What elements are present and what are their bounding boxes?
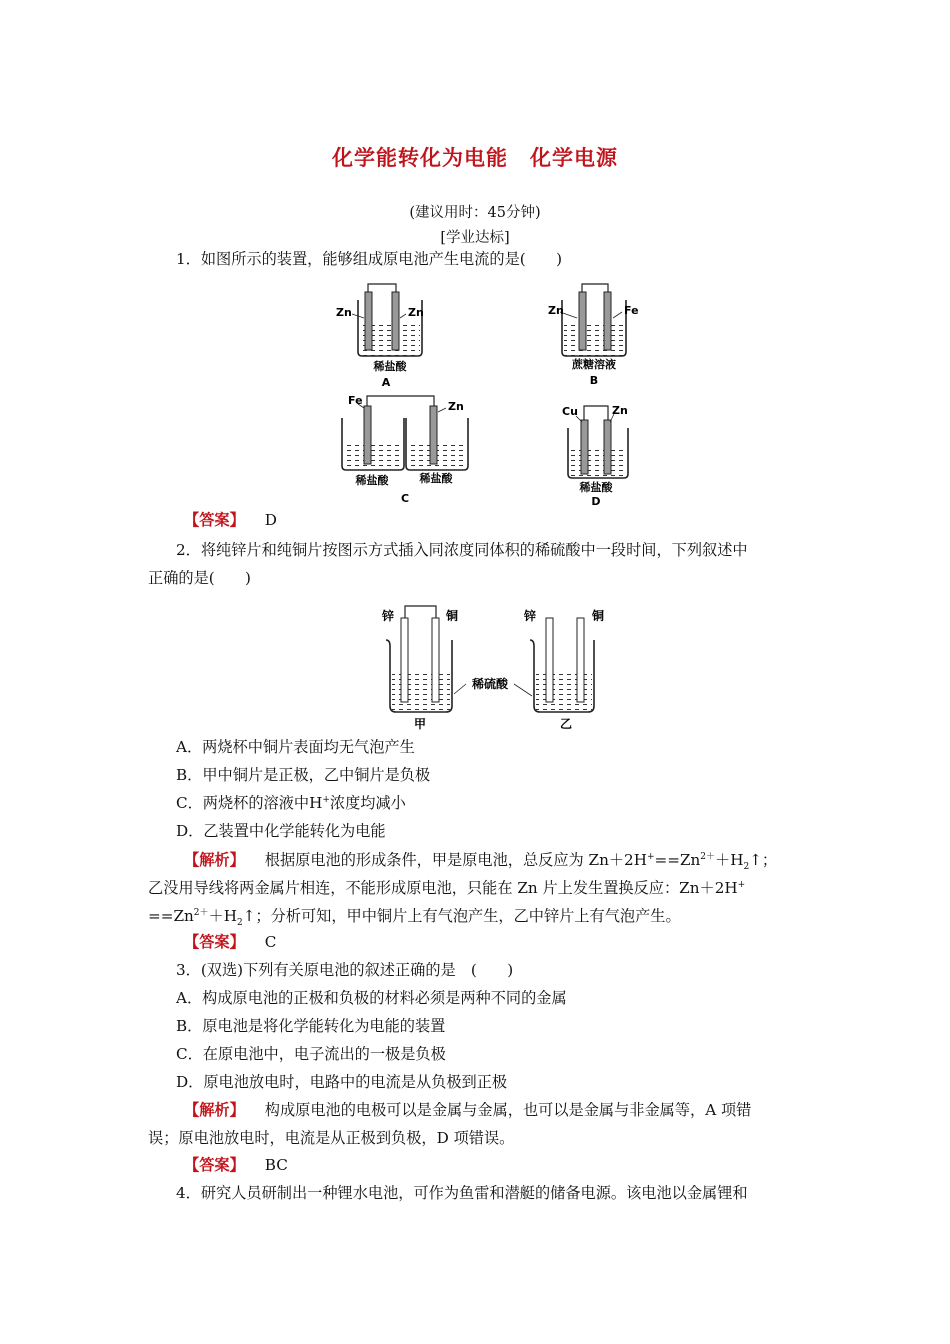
q2-copper-label-jia: 铜 [446,609,459,623]
answer-value: BC [264,1156,288,1174]
analysis-text: 根据原电池的形成条件，甲是原电池，总反应为 Zn＋2H [264,851,647,869]
option-c-sup: + [322,794,330,805]
cell-c-solution-left: 稀盐酸 [355,474,389,487]
analysis-text: ＋H [715,851,744,869]
cell-d [562,404,628,508]
q3-option-a: A．构成原电池的正极和负极的材料必须是两种不同的金属 [176,989,567,1007]
q2-option-c [176,793,406,813]
q3-answer [184,1155,288,1175]
q3-stem: 3．(双选)下列有关原电池的叙述正确的是 ( ) [176,961,514,979]
answer-tag: 【答案】 [184,1156,245,1174]
analysis-sub: 2 [236,918,243,929]
q2-stem-line-2: 正确的是( ) [148,569,251,587]
q2-stem-line-1: 2．将纯锌片和纯铜片按图示方式插入同浓度同体积的稀硫酸中一段时间，下列叙述中 [176,541,748,559]
q2-analysis-line-2 [148,878,745,898]
cell-b-left-label: Zn [548,304,564,317]
analysis-sup: 2＋ [700,851,716,862]
section-heading: [学业达标] [440,230,510,246]
analysis-text: ==Zn [148,907,194,925]
answer-value: D [264,511,277,529]
cell-d-letter: D [591,495,601,508]
analysis-tag: 【解析】 [184,1101,245,1119]
q3-option-c: C．在原电池中，电子流出的一极是负极 [176,1045,446,1063]
q2-answer [184,932,276,952]
cell-a-left-label: Zn [336,306,352,319]
q3-analysis-line-2: 误；原电池放电时，电流是从正极到负极，D 项错误。 [148,1129,515,1147]
analysis-text: ==Zn [654,851,701,869]
q2-acid-label: 稀硫酸 [471,677,509,691]
analysis-tag: 【解析】 [184,851,245,869]
cell-c-left-label: Fe [348,394,363,407]
analysis-sub: 2 [743,862,750,873]
analysis-sup: + [737,879,746,890]
analysis-sup: + [646,851,655,862]
q2-zinc-label-yi: 锌 [524,609,537,623]
q2-option-d: D．乙装置中化学能转化为电能 [176,822,386,840]
cell-c-right-label: Zn [448,400,464,413]
time-hint: (建议用时：45分钟) [409,205,541,221]
q1-answer [184,510,277,530]
q2-option-a: A．两烧杯中铜片表面均无气泡产生 [176,738,415,756]
answer-value: C [264,933,277,951]
cell-b-right-label: Fe [624,304,639,317]
cell-a-solution: 稀盐酸 [373,360,407,373]
analysis-text: ↑；分析可知，甲中铜片上有气泡产生，乙中锌片上有气泡产生。 [242,907,681,925]
analysis-text: ＋H [208,907,237,925]
answer-tag: 【答案】 [184,933,245,951]
cell-a-letter: A [381,376,391,389]
cell-a [336,284,424,389]
q3-option-b: B．原电池是将化学能转化为电能的装置 [176,1017,446,1035]
option-c-text: C．两烧杯的溶液中H [176,794,323,812]
analysis-text: ↑； [749,851,778,869]
cell-d-right-label: Zn [612,404,628,417]
answer-tag: 【答案】 [184,511,245,529]
q2-analysis-line-3 [148,906,681,929]
q2-option-b: B．甲中铜片是正极，乙中铜片是负极 [176,766,431,784]
cell-c-solution-right: 稀盐酸 [419,472,453,485]
q2-yi-label: 乙 [559,717,573,731]
q3-option-d: D．原电池放电时，电路中的电流是从负极到正极 [176,1073,508,1091]
q2-analysis-line-1 [184,850,778,873]
analysis-text: 构成原电池的电极可以是金属与金属，也可以是金属与非金属等，A 项错 [264,1101,752,1119]
q2-figure [374,602,624,732]
cell-c [342,394,468,505]
q3-analysis-line-1 [184,1100,751,1120]
cell-b [548,284,639,387]
cell-c-letter: C [400,492,410,505]
q2-copper-label-yi: 铜 [592,609,605,623]
q4-stem: 4．研究人员研制出一种锂水电池，可作为鱼雷和潜艇的储备电源。该电池以金属锂和 [176,1184,748,1202]
page-title: 化学能转化为电能 化学电源 [332,146,618,170]
cell-a-right-label: Zn [408,306,424,319]
q1-stem: 1．如图所示的装置，能够组成原电池产生电流的是( ) [176,250,563,268]
cell-d-solution: 稀盐酸 [579,481,613,494]
q1-figure [330,278,660,510]
cell-b-solution: 蔗糖溶液 [572,358,616,371]
analysis-text: 乙没用导线将两金属片相连，不能形成原电池，只能在 Zn 片上发生置换反应：Zn＋2H [148,879,738,897]
q2-zinc-label-jia: 锌 [382,609,395,623]
q2-jia-label: 甲 [413,717,427,731]
cell-d-left-label: Cu [562,405,578,418]
option-c-text-end: 浓度均减小 [329,794,406,812]
analysis-sup: 2＋ [193,907,209,918]
cell-b-letter: B [589,374,599,387]
